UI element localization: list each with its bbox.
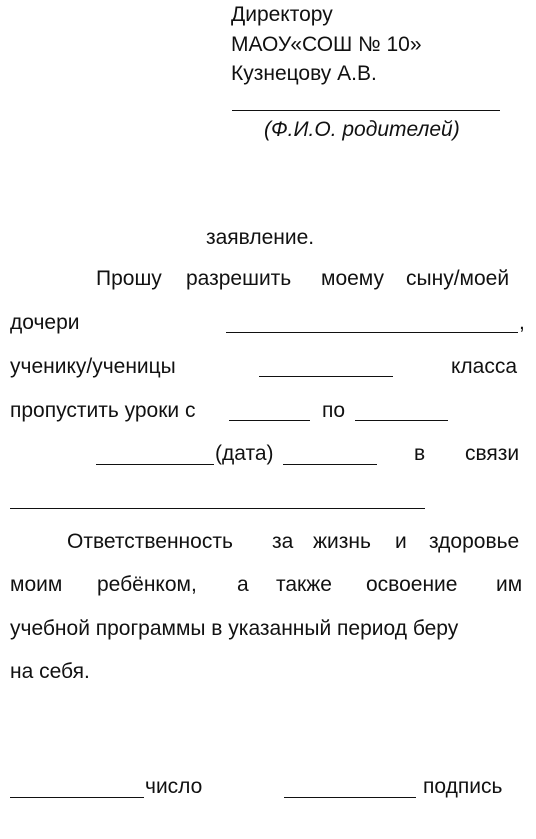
text-resp-11: им xyxy=(496,573,523,596)
text-resp-9: также xyxy=(276,573,332,596)
text-date-label: (дата) xyxy=(215,442,274,465)
text-resp-7: ребёнком, xyxy=(97,573,197,596)
addressee-name: Кузнецову А.В. xyxy=(231,62,377,85)
text-resp-line3: учебной программы в указанный период беру xyxy=(10,617,459,640)
text-request-1: Прошу xyxy=(96,267,162,290)
reason-line xyxy=(10,508,425,509)
text-resp-2: за xyxy=(272,530,294,553)
text-request-4: сыну/моей xyxy=(406,267,510,290)
text-resp-1: Ответственность xyxy=(67,530,233,553)
date-line-right xyxy=(283,464,377,465)
text-resp-8: а xyxy=(237,573,249,596)
parent-name-line xyxy=(232,110,500,111)
text-resp-4: и xyxy=(395,530,407,553)
class-line xyxy=(259,376,393,377)
parent-name-caption: (Ф.И.О. родителей) xyxy=(264,118,460,141)
addressee-school: МАОУ«СОШ № 10» xyxy=(231,33,422,56)
date-from-line xyxy=(229,420,310,421)
date-to-line xyxy=(355,420,448,421)
text-request-2: разрешить xyxy=(186,267,292,290)
text-request-3: моему xyxy=(321,267,384,290)
text-resp-line4: на себя. xyxy=(10,660,90,683)
date-line-left xyxy=(96,464,214,465)
text-resp-10: освоение xyxy=(366,573,458,596)
text-resp-3: жизнь xyxy=(313,530,371,553)
text-comma: , xyxy=(519,311,525,334)
footer-signature-line xyxy=(284,797,416,798)
text-daughter: дочери xyxy=(10,311,80,334)
text-skip-from: пропустить уроки с xyxy=(10,399,196,422)
text-class: класса xyxy=(451,355,518,378)
text-footer-date: число xyxy=(145,775,203,798)
text-resp-5: здоровье xyxy=(429,530,520,553)
document-title: заявление. xyxy=(206,226,315,249)
text-footer-signature: подпись xyxy=(423,775,503,798)
text-resp-6: моим xyxy=(10,573,63,596)
text-to: по xyxy=(322,399,346,422)
text-pupil: ученику/ученицы xyxy=(10,355,176,378)
addressee-title: Директору xyxy=(231,3,333,26)
child-name-line xyxy=(226,332,518,333)
footer-date-line xyxy=(10,797,144,798)
text-in: в xyxy=(414,442,426,465)
text-connection: связи xyxy=(465,442,520,465)
